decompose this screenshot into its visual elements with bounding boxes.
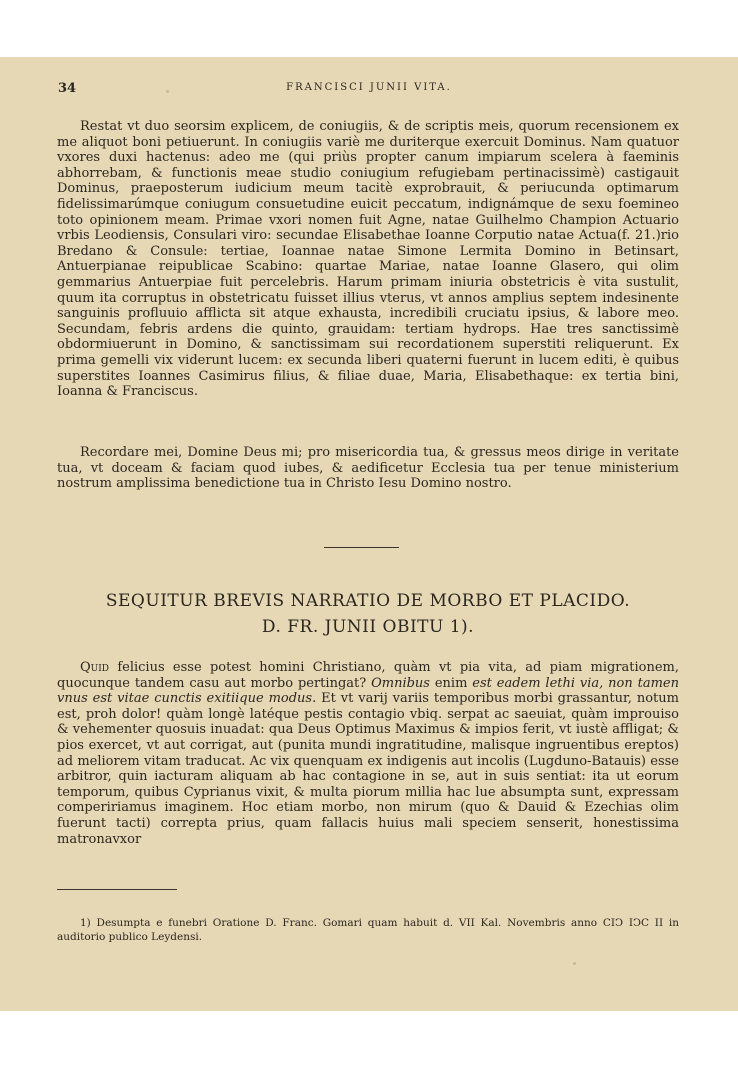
- page-number: 34: [58, 81, 77, 96]
- footnote-rule: [57, 889, 177, 890]
- paragraph-marriages: Restat vt duo seorsim explicem, de coniugiis, & de scriptis meis, quorum recensionem ex me aliquot boni petiuerunt. In coniugiis variè me duriterque exercuit Dominus. Nam quatuor vxores duxi hactenus: adeo me (qui priùs propter canum impiarum scelera à faeminis abhorrebam, & functionis meae studio coniugium refugiebam pertinacissimè) castigauit Dominus, praeposterum iudicium meum tacitè exprobrauit, & periucunda optimarum fidelissimarúmque coniugum consuetudine euicit peccatum, indignámque de sexu foemineo toto opinionem meam. Primae vxori nomen fuit Agne, natae Guilhelmo Champion Actuario vrbis Leodiensis, Consulari viro: secundae Elisabethae Ioanne Corputio natae Actua(f. 21.)rio Bredano & Consule: tertiae, Ioannae natae Simone Lermita Domino in Betinsart, Antuerpianae reipublicae Scabino: quartae Mariae, natae Ioanne Glasero, qui olim gemmarius Antuerpiae fuit percelebris. Harum primam iniuria obstetricis è vita sustulit, quum ita corruptus in obstetricatu fuisset illius vterus, vt annos amplius septem indesinente sanguinis profluuio afflicta sit atque exhausta, incredibili cruciatu ipsius, & labore meo. Secundam, febris ardens die quinto, grauidam: tertiam hydrops. Hae tres sanctissimè obdormiuerunt in Domino, & sanctissimam sui recordationem superstiti reliquerunt. Ex prima gemelli vix viderunt lucem: ex secunda liberi quaterni fuerunt in lucem editi, è quibus superstites Ioannes Casimirus filius, & filiae duae, Maria, Elisabethaque: ex tertia bini, Ioanna & Franciscus.: [57, 119, 679, 400]
- quote-omnibus: Omnibus: [371, 675, 430, 691]
- drop-word: Quid: [80, 660, 110, 675]
- narratio-text-a: felicius esse potest homini Christiano, quàm vt pia vita, ad piam migrationem, quocunque tandem casu aut morbo pertingat?: [57, 660, 679, 691]
- narratio-text-c: Et vt varij variis temporibus morbi grassantur, notum est, proh dolor! quàm longè latéque pestis contagio vbiq. serpat ac saeuiat, quàm improuiso & vehementer quosuis inuadat: qua Deus Optimus Maximus & impios ferit, vt iustè affligat; & pios exercet, vt aut corrigat, aut (punita mundi ingratitudine, malisque ingruentibus ereptos) ad meliorem vitam traducat. Ac vix quenquam ex indigenis aut incolis (Lugduno-Batauis) esse arbitror, quin iacturam aliquam ab hac contagione in se, aut in suis sentiat: ita ut eorum temporum, quibus Cyprianus vixit, & multa piorum millia hac lue absumpta sunt, expressam compeririamus imaginem. Hoc etiam morbo, non mirum (quo & Dauid & Ezechias olim fuerunt tacti) correpta prius, quam fallacis huius mali speciem senserit, honestissima matronavxor: [57, 691, 679, 847]
- paper-speck: [166, 90, 169, 93]
- paper-speck: [573, 962, 576, 965]
- section-title-line1: SEQUITUR BREVIS NARRATIO DE MORBO ET PLACIDO.: [105, 591, 631, 611]
- section-divider: [324, 547, 399, 548]
- book-page: [0, 57, 738, 1011]
- section-title-line2: D. FR. JUNII OBITU 1).: [261, 617, 475, 637]
- page-header: [58, 81, 680, 101]
- narratio-text-b: enim: [429, 675, 473, 691]
- running-title: FRANCISCI JUNII VITA.: [286, 82, 452, 93]
- quote-lethi: est eadem lethi via, non tamen vnus est vitae cunctis exitiique modus.: [57, 675, 679, 707]
- paragraph-prayer: Recordare mei, Domine Deus mi; pro misericordia tua, & gressus meos dirige in veritate tua, vt doceam & faciam quod iubes, & aedificetur Ecclesia tua per tenue ministerium nostrum amplissima benedictione tua in Christo Iesu Domino nostro.: [57, 445, 679, 492]
- footnote: 1) Desumpta e funebri Oratione D. Franc. Gomari quam habuit d. VII Kal. Novembris anno CIↃ IↃC II in auditorio publico Leydensi.: [57, 917, 679, 943]
- paragraph-narratio: [57, 660, 679, 847]
